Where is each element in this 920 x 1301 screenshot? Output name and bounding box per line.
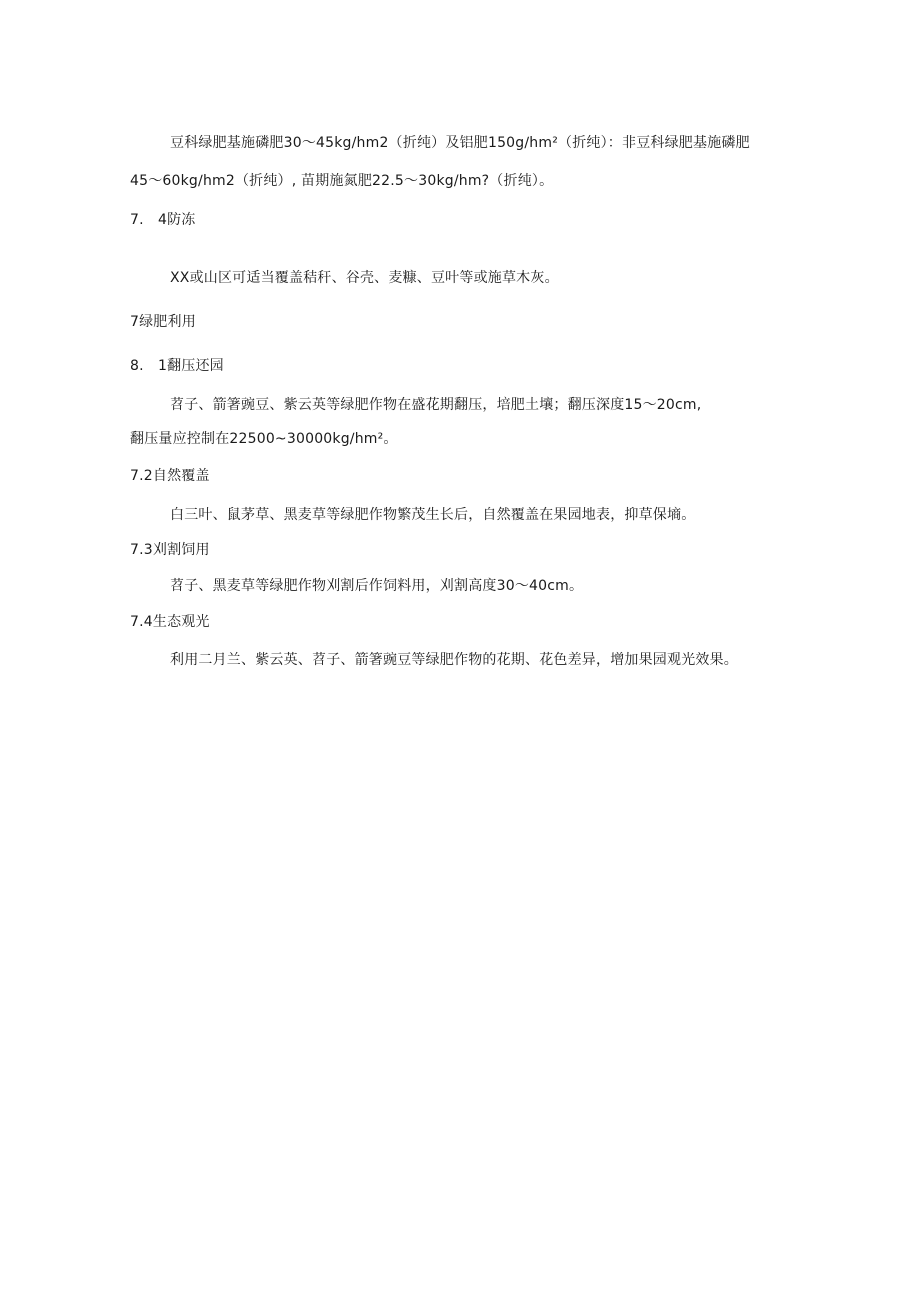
paragraph-eco-tourism: 利用二月兰、紫云英、苕子、箭箸豌豆等绿肥作物的花期、花色差异，增加果园观光效果。 [170, 652, 738, 668]
paragraph-fertilizer-line2: 45～60kg∕hm2（折纯）, 苗期施氮肥22.5～30kg/hm?（折纯）。 [130, 173, 554, 189]
heading-natural-cover: 7.2自然覆盖 [130, 468, 210, 484]
paragraph-plow-back-line1: 苕子、箭箸豌豆、紫云英等绿肥作物在盛花期翻压，培肥土壤；翻压深度15～20cm, [170, 397, 702, 413]
paragraph-frost-protection: XX或山区可适当覆盖秸秆、谷壳、麦糠、豆叶等或施草木灰。 [170, 270, 559, 286]
paragraph-mow-feed: 苕子、黑麦草等绿肥作物刈割后作饲料用，刈割高度30～40cm。 [170, 578, 584, 594]
heading-plow-back: 8. 1翻压还园 [130, 358, 224, 374]
heading-frost-protection: 7. 4防冻 [130, 212, 196, 228]
heading-green-manure-use: 7绿肥利用 [130, 314, 196, 330]
paragraph-fertilizer-line1: 豆科绿肥基施磷肥30～45kg∕hm2（折纯）及铝肥150g∕hm²（折纯）：非豆科绿肥基施磷肥 [170, 135, 750, 151]
heading-mow-feed: 7.3刈割饲用 [130, 542, 210, 558]
paragraph-natural-cover: 白三叶、鼠茅草、黑麦草等绿肥作物繁茂生长后，自然覆盖在果园地表，抑草保墒。 [170, 507, 696, 523]
paragraph-plow-back-line2: 翻压量应控制在22500~30000kg∕hm²。 [130, 431, 398, 447]
heading-eco-tourism: 7.4生态观光 [130, 614, 210, 630]
